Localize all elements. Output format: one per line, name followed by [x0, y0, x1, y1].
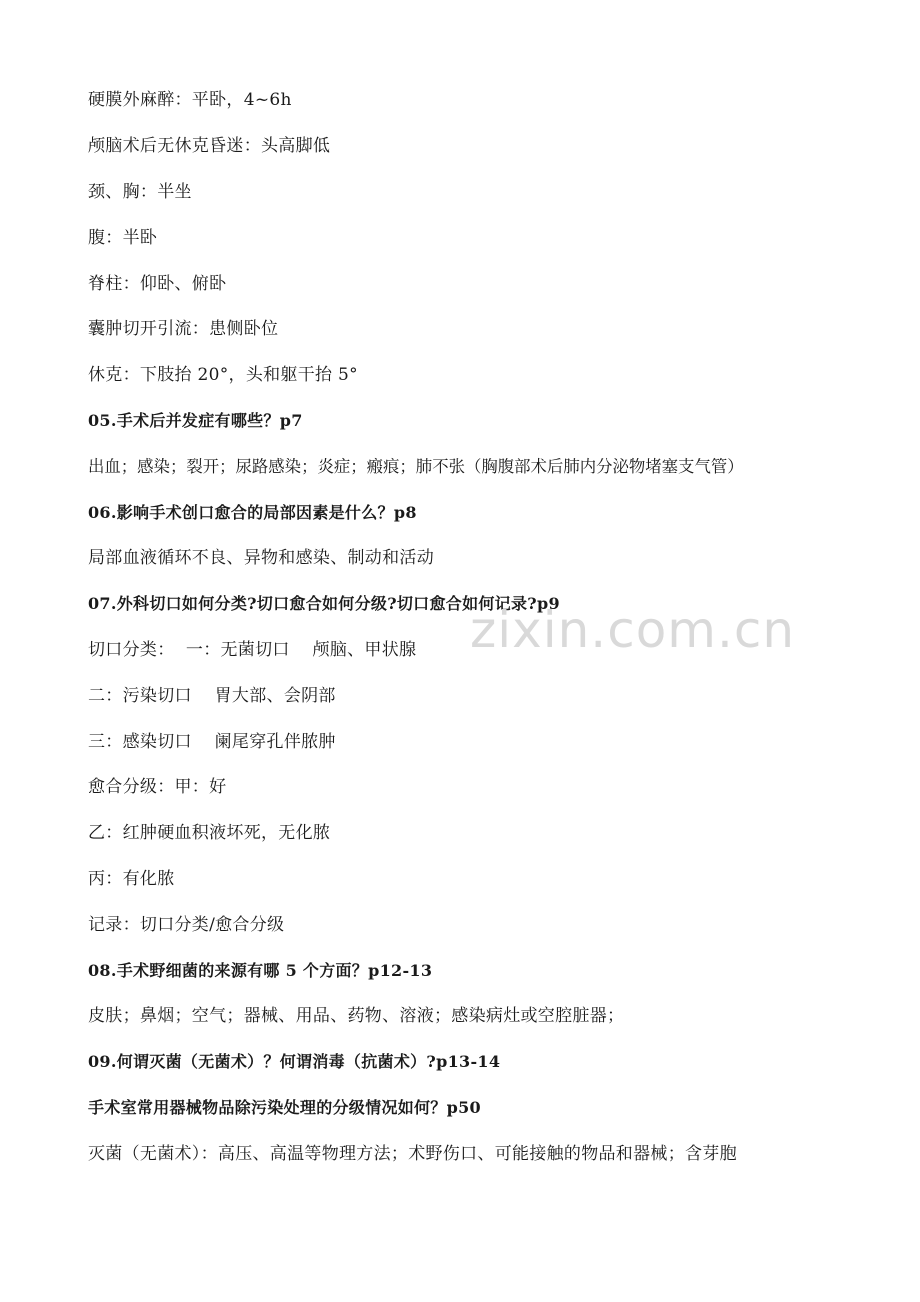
- text-line: 脊柱：仰卧、俯卧: [88, 274, 227, 294]
- text-line: 切口分类： 一：无菌切口 颅脑、甲状腺: [88, 640, 417, 660]
- question-heading: 05.手术后并发症有哪些？p7: [88, 411, 303, 430]
- text-line: 乙：红肿硬血积液坏死，无化脓: [88, 823, 331, 843]
- text-line: 丙：有化脓: [88, 869, 175, 889]
- question-heading: 06.影响手术创口愈合的局部因素是什么？p8: [88, 503, 417, 522]
- text-line: 三：感染切口 阑尾穿孔伴脓肿: [88, 732, 336, 752]
- question-heading: 手术室常用器械物品除污染处理的分级情况如何？p50: [88, 1098, 481, 1117]
- watermark: zixin.com.cn: [470, 601, 796, 659]
- text-line: 休克：下肢抬 20°，头和躯干抬 5°: [88, 365, 358, 385]
- text-line: 腹：半卧: [88, 228, 158, 248]
- text-line: 局部血液循环不良、异物和感染、制动和活动: [88, 548, 434, 568]
- text-line: 硬膜外麻醉：平卧，4~6h: [88, 90, 292, 110]
- question-heading: 09.何谓灭菌（无菌术）？何谓消毒（抗菌术）?p13-14: [88, 1052, 501, 1071]
- text-line: 颈、胸：半坐: [88, 182, 192, 202]
- text-line: 愈合分级：甲：好: [88, 777, 227, 797]
- text-line: 囊肿切开引流：患侧卧位: [88, 319, 279, 339]
- text-line: 灭菌（无菌术）：高压、高温等物理方法；术野伤口、可能接触的物品和器械；含芽胞: [88, 1144, 737, 1164]
- text-line: 颅脑术后无休克昏迷：头高脚低: [88, 136, 331, 156]
- question-heading: 07.外科切口如何分类?切口愈合如何分级?切口愈合如何记录?p9: [88, 594, 560, 613]
- question-heading: 08.手术野细菌的来源有哪 5 个方面？p12-13: [88, 961, 433, 980]
- text-line: 记录：切口分类/愈合分级: [88, 915, 285, 935]
- text-line: 皮肤；鼻烟；空气；器械、用品、药物、溶液；感染病灶或空腔脏器；: [88, 1006, 625, 1026]
- text-line: 二：污染切口 胃大部、会阴部: [88, 686, 336, 706]
- text-line: 出血；感染；裂开；尿路感染；炎症；瘢痕；肺不张（胸腹部术后肺内分泌物堵塞支气管）: [88, 457, 744, 476]
